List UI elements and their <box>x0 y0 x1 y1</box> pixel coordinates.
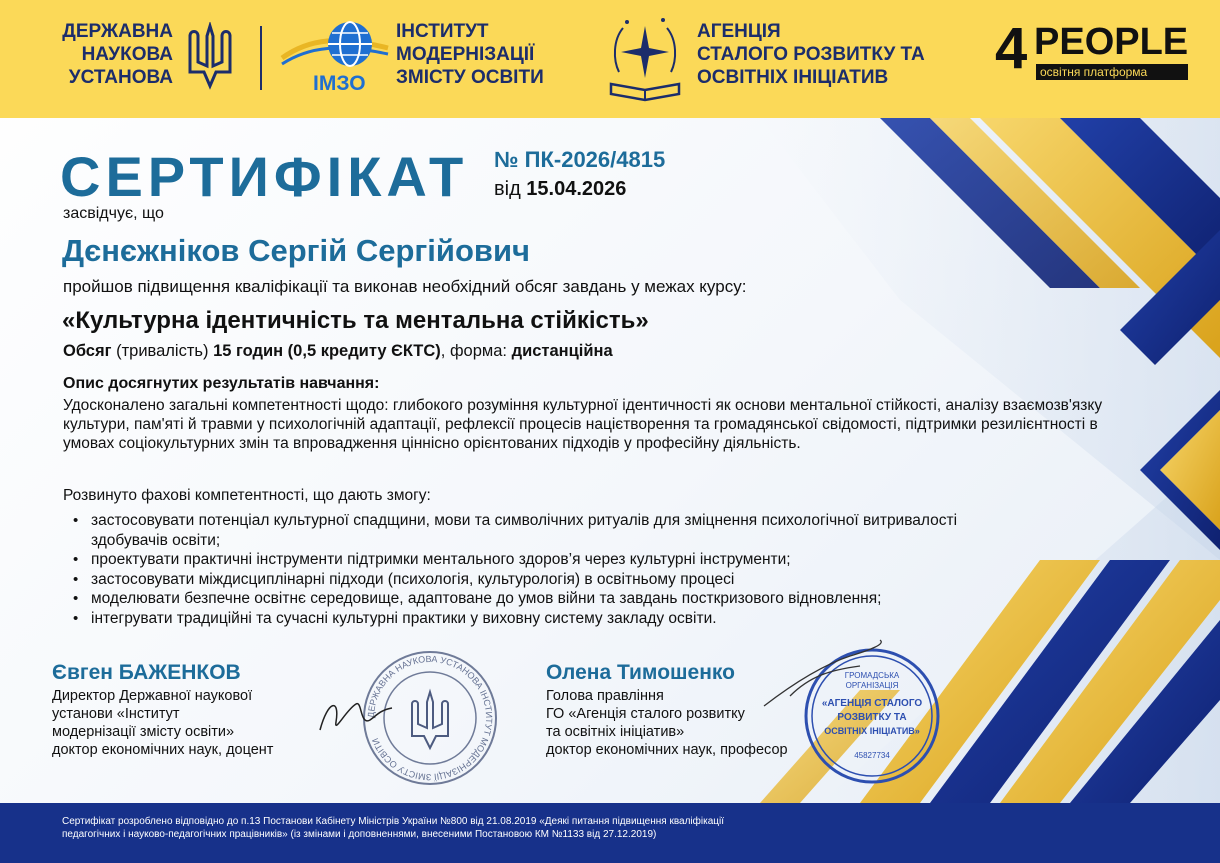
signature-1-icon <box>316 690 396 740</box>
signer-1-role-line: установи «Інститут <box>52 706 180 722</box>
agency-name <box>697 20 925 89</box>
completed-text: пройшов підвищення кваліфікації та виконав необхідний обсяг завдань у межах курсу: <box>63 277 747 296</box>
course-volume <box>63 341 613 361</box>
list-item: • проектувати практичні інструменти підтримки ментального здоров’я через культурні інструменти; <box>73 550 1003 570</box>
stamp1-ring-text: ДЕРЖАВНА НАУКОВА УСТАНОВА ІНСТИТУТ МОДЕРНІЗАЦІЇ ЗМІСТУ ОСВІТИ <box>365 653 495 783</box>
description-heading: Опис досягнутих результатів навчання: <box>63 375 380 392</box>
list-item: • застосовувати потенціал культурної спадщини, мови та символічних ритуалів для зміцнення психологічної витривалості здобувачів освіти; <box>73 511 1003 550</box>
list-item: • застосовувати міждисциплінарні підходи (психологія, культурологія) в освітньому процесі <box>73 570 1003 590</box>
volume-paren: (тривалість) <box>111 342 214 360</box>
dnu-line-3: УСТАНОВА <box>68 67 173 88</box>
open-book-star-icon <box>605 10 685 102</box>
globe-logo-icon <box>280 18 390 78</box>
list-item: • моделювати безпечне освітнє середовище, адаптоване до умов війни та завдань посткризового відновлення; <box>73 589 1003 609</box>
imzo-label: ІМЗО <box>313 72 366 95</box>
brand-subtitle: освітня платформа <box>1036 64 1188 80</box>
certificate-number: № ПК-2026/4815 <box>494 147 666 172</box>
stamp2-line-5: ОСВІТНІХ ІНІЦІАТИВ» <box>824 726 920 736</box>
stamp2-line-6: 45827734 <box>854 751 890 760</box>
stamp2-line-4: РОЗВИТКУ ТА <box>837 712 907 723</box>
competency-list <box>73 511 1003 628</box>
footer-line-1: Сертифікат розроблено відповідно до п.13 Постанови Кабінету Міністрів України №800 від 21.08.2019 «Деякі питання підвищення кваліфікації <box>62 816 724 827</box>
imzo-line-3: ЗМІСТУ ОСВІТИ <box>396 67 544 88</box>
signer-1-role-line: доктор економічних наук, доцент <box>52 742 274 758</box>
brand-name: PEOPLE <box>1034 21 1189 63</box>
footer-legal-text <box>62 815 822 841</box>
developed-heading: Розвинуто фахові компетентності, що дають змогу: <box>63 487 431 504</box>
imzo-line-2: МОДЕРНІЗАЦІЇ <box>396 44 535 65</box>
agency-line-3: ОСВІТНІХ ІНІЦІАТИВ <box>697 67 889 88</box>
volume-label: Обсяг <box>63 342 112 360</box>
stamp2-line-2: ОРГАНІЗАЦІЯ <box>845 681 899 690</box>
certificate-date <box>494 177 626 201</box>
date-value: 15.04.2026 <box>526 178 627 200</box>
agency-line-1: АГЕНЦІЯ <box>697 21 781 42</box>
dnu-name <box>48 20 173 89</box>
form-label: , форма: <box>440 342 512 360</box>
signer-1-name: Євген БАЖЕНКОВ <box>52 661 241 684</box>
stamp2-line-1: ГРОМАДСЬКА <box>844 671 900 680</box>
brand-number: 4 <box>995 16 1028 81</box>
agency-line-2: СТАЛОГО РОЗВИТКУ ТА <box>697 44 925 65</box>
signer-2-name: Олена Тимошенко <box>546 661 735 684</box>
certifies-text: засвідчує, що <box>63 205 164 222</box>
list-item: • інтегрувати традиційні та сучасні культурні практики у виховну систему закладу освіти. <box>73 609 1003 629</box>
course-title: «Культурна ідентичність та ментальна стійкість» <box>62 307 649 334</box>
signer-2-role-line: доктор економічних наук, професор <box>546 742 788 758</box>
description-body: Удосконалено загальні компетентності щодо: глибокого розуміння культурної ідентичності як основи ментальної стійкості, аналізу взаємозв'язку культури, пам'яті й травми у психологічній адаптації, рефлексії процесів націєтворення та громадянської свідомості, підтримки резилієнтності в умовах соціокультурних змін та впровадження ціннісно орієнтованих підходів у професійну діяльність. <box>63 397 1103 452</box>
trident-icon <box>186 22 234 92</box>
dnu-line-2: НАУКОВА <box>81 44 173 65</box>
dnu-line-1: ДЕРЖАВНА <box>62 21 173 42</box>
signer-2-role <box>546 687 826 759</box>
imzo-name <box>396 20 544 89</box>
signer-1-role-line: Директор Державної наукової <box>52 688 253 704</box>
form-value: дистанційна <box>511 342 613 360</box>
recipient-name: Дєнєжніков Сергій Сергійович <box>62 233 531 268</box>
signer-1-role-line: модернізації змісту освіти» <box>52 724 235 740</box>
stamp2-line-3: «АГЕНЦІЯ СТАЛОГО <box>821 698 923 709</box>
certificate-title: СЕРТИФІКАТ <box>60 145 469 208</box>
date-prefix: від <box>494 178 527 200</box>
header-separator <box>260 26 262 90</box>
volume-hours: 15 годин (0,5 кредиту ЄКТС) <box>213 342 441 360</box>
signer-2-role-line: та освітніх ініціатив» <box>546 724 685 740</box>
footer-line-2: педагогічних і науково-педагогічних працівників» (із змінами і доповненнями, внесеними Постановою КМ №1133 від 27.12.2019) <box>62 829 657 840</box>
signer-1-role <box>52 687 312 759</box>
signer-2-role-line: ГО «Агенція сталого розвитку <box>546 706 745 722</box>
signer-2-role-line: Голова правління <box>546 688 664 704</box>
imzo-line-1: ІНСТИТУТ <box>396 21 489 42</box>
